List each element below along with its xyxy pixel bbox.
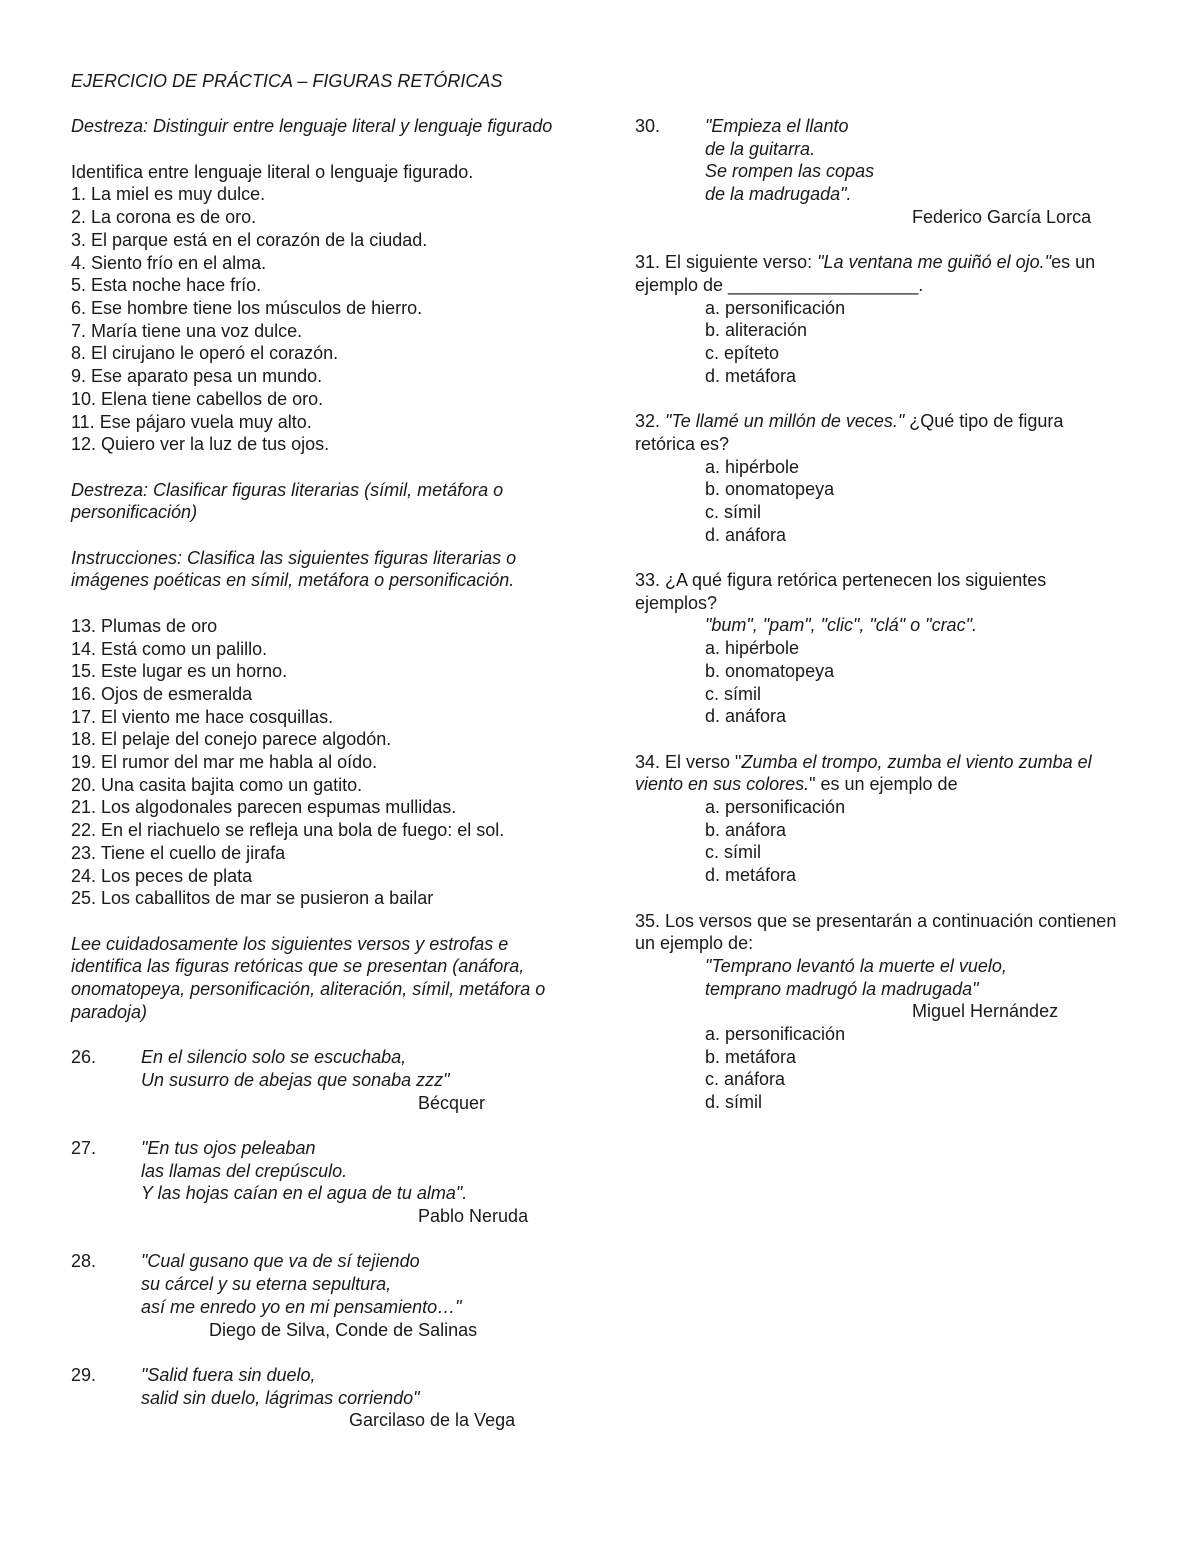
option-b: b. onomatopeya (705, 660, 835, 681)
verse-line: así me enredo yo en mi pensamiento…" (141, 1296, 462, 1317)
verse-line: "Empieza el llanto (705, 116, 849, 136)
question-suffix: " es un ejemplo de (809, 774, 958, 795)
option-d: d. anáfora (705, 524, 787, 545)
left-column (71, 70, 571, 1432)
verse-number: 27. (71, 1137, 97, 1158)
verse-line: En el silencio solo se escuchaba, (141, 1047, 407, 1068)
list-item: 10. Elena tiene cabellos de oro. (71, 388, 324, 409)
right-column (635, 115, 1125, 1114)
list-item: 13. Plumas de oro (71, 615, 218, 636)
option-c: c. epíteto (705, 343, 780, 364)
verse-author: Diego de Silva, Conde de Salinas (209, 1319, 478, 1340)
question-32 (635, 410, 1125, 546)
list-item: 4. Siento frío en el alma. (71, 252, 267, 273)
option-c: c. anáfora (705, 1069, 786, 1090)
list-item: 5. Esta noche hace frío. (71, 275, 262, 296)
option-b: b. anáfora (705, 819, 787, 840)
question-text (635, 410, 1125, 455)
list-item: 18. El pelaje del conejo parece algodón. (71, 729, 392, 750)
verse-author: Garcilaso de la Vega (349, 1410, 516, 1431)
question-31 (635, 251, 1125, 387)
skill-heading-2: Destreza: Clasificar figuras literarias (símil, metáfora o personificación) (71, 479, 504, 523)
list-item: 14. Está como un palillo. (71, 638, 268, 659)
list-item: 22. En el riachuelo se refleja una bola de fuego: el sol. (71, 820, 505, 841)
option-a: a. personificación (705, 1024, 846, 1045)
instruction-1: Identifica entre lenguaje literal o lenguaje figurado. (71, 161, 474, 182)
question-number: 30. (635, 116, 661, 136)
list-item: 17. El viento me hace cosquillas. (71, 706, 334, 727)
question-quote: "Te llamé un millón de veces." (665, 411, 905, 432)
list-item: 3. El parque está en el corazón de la ciudad. (71, 229, 428, 250)
question-34 (635, 751, 1125, 887)
question-prefix: 32. (635, 411, 666, 432)
verse-author: Bécquer (418, 1092, 486, 1113)
instruction-2: Instrucciones: Clasifica las siguientes figuras literarias o imágenes poéticas en símil, metáfora o personificación. (71, 547, 517, 591)
question-text (635, 751, 1125, 796)
verse-number: 26. (71, 1047, 97, 1068)
option-d: d. metáfora (705, 365, 797, 386)
question-example: "bum", "pam", "clic", "clá" o "crac". (705, 615, 977, 636)
verse-number: 29. (71, 1364, 97, 1385)
verse-line: salid sin duelo, lágrimas corriendo" (141, 1387, 420, 1408)
list-item: 8. El cirujano le operó el corazón. (71, 343, 339, 364)
question-quote: Zumba el trompo, zumba el viento zumba el viento en sus colores. (635, 751, 1092, 795)
list-item: 11. Ese pájaro vuela muy alto. (71, 411, 312, 432)
question-text (635, 251, 1125, 296)
question-text: 35. Los versos que se presentarán a continuación contienen un ejemplo de: (635, 910, 1117, 954)
list-item: 15. Este lugar es un horno. (71, 661, 288, 682)
question-33 (635, 569, 1125, 728)
option-c: c. símil (705, 683, 761, 704)
verse-author: Miguel Hernández (912, 1001, 1059, 1022)
verse-author: Pablo Neruda (418, 1206, 529, 1227)
option-a: a. personificación (705, 797, 846, 818)
skill-heading-1: Destreza: Distinguir entre lenguaje literal y lenguaje figurado (71, 116, 553, 137)
verse-line: de la madrugada". (705, 184, 852, 205)
verse-line: Un susurro de abejas que sonaba zzz" (141, 1069, 450, 1090)
verse-line: temprano madrugó la madrugada" (705, 978, 979, 999)
verse-29 (71, 1364, 571, 1409)
option-b: b. metáfora (705, 1046, 797, 1067)
list-item: 12. Quiero ver la luz de tus ojos. (71, 434, 330, 455)
verse-line: "En tus ojos peleaban (141, 1137, 316, 1158)
option-a: a. hipérbole (705, 456, 800, 477)
list-item: 20. Una casita bajita como un gatito. (71, 774, 363, 795)
option-c: c. símil (705, 501, 761, 522)
verse-author: Federico García Lorca (912, 206, 1092, 227)
verse-number: 28. (71, 1251, 97, 1272)
question-suffix: es un ejemplo de ___________________. (635, 252, 1096, 295)
question-35 (635, 910, 1125, 1114)
list-item: 19. El rumor del mar me habla al oído. (71, 752, 378, 773)
question-prefix: 34. El verso " (635, 751, 742, 772)
question-quote: "La ventana me guiñó el ojo." (817, 252, 1052, 273)
list-item: 21. Los algodonales parecen espumas mullidas. (71, 797, 457, 818)
list-item: 24. Los peces de plata (71, 865, 253, 886)
verse-26 (71, 1046, 571, 1091)
list-item: 6. Ese hombre tiene los músculos de hierro. (71, 298, 423, 318)
verse-line: de la guitarra. (705, 138, 816, 159)
option-d: d. anáfora (705, 706, 787, 727)
list-item: 25. Los caballitos de mar se pusieron a bailar (71, 888, 434, 909)
page-title: EJERCICIO DE PRÁCTICA – FIGURAS RETÓRICAS (71, 71, 503, 91)
verse-line: las llamas del crepúsculo. (141, 1160, 348, 1181)
verse-line: Y las hojas caían en el agua de tu alma". (141, 1183, 468, 1204)
list-item: 2. La corona es de oro. (71, 207, 257, 228)
question-text: 33. ¿A qué figura retórica pertenecen los siguientes ejemplos? (635, 570, 1047, 613)
list-item: 23. Tiene el cuello de jirafa (71, 842, 286, 863)
verse-line: su cárcel y su eterna sepultura, (141, 1274, 392, 1295)
option-d: d. metáfora (705, 865, 797, 886)
option-a: a. hipérbole (705, 638, 800, 659)
option-b: b. onomatopeya (705, 479, 835, 500)
verse-27 (71, 1137, 571, 1205)
question-30 (635, 115, 1125, 206)
verse-line: "Temprano levantó la muerte el vuelo, (705, 955, 1007, 976)
verse-line: Se rompen las copas (705, 161, 875, 182)
option-b: b. aliteración (705, 320, 808, 341)
list-item: 1. La miel es muy dulce. (71, 184, 266, 205)
verse-line: "Salid fuera sin duelo, (141, 1364, 316, 1385)
verse-28 (71, 1250, 571, 1318)
question-prefix: 31. El siguiente verso: (635, 252, 818, 273)
question-suffix: ¿Qué tipo de figura retórica es? (635, 411, 1064, 454)
list-item: 9. Ese aparato pesa un mundo. (71, 366, 323, 387)
list-item: 7. María tiene una voz dulce. (71, 320, 303, 341)
option-c: c. símil (705, 842, 761, 863)
option-a: a. personificación (705, 297, 846, 318)
option-d: d. símil (705, 1092, 763, 1113)
instruction-3: Lee cuidadosamente los siguientes versos y estrofas e identifica las figuras retóricas que se presentan (anáfora, onomatopeya, personificación, aliteración, símil, metáfora o paradoja) (71, 933, 546, 1022)
list-item: 16. Ojos de esmeralda (71, 683, 253, 704)
verse-line: "Cual gusano que va de sí tejiendo (141, 1251, 420, 1272)
